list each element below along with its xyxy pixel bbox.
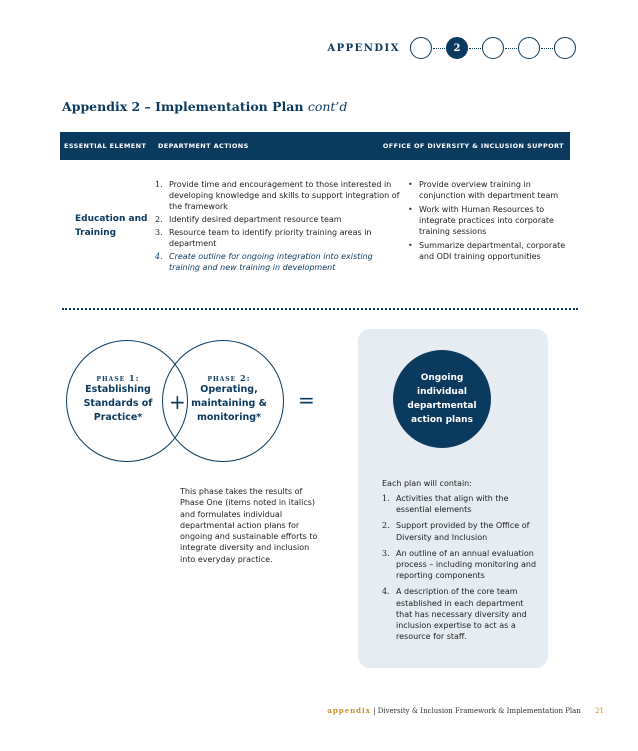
page-header [327,36,576,60]
column-header-element: ESSENTIAL ELEMENT [64,142,147,150]
section-divider [62,308,578,310]
phase1-content [78,373,158,425]
phase2-content [186,373,272,425]
list-text: Provide time and encouragement to those interested in developing knowledge and skills to support integration of the framework [169,180,400,211]
footer-appendix: appendix [327,706,371,715]
table-header [60,132,570,160]
action-plan-circle-text: Ongoing individual departmental action plans [407,373,477,425]
nav-circle-3[interactable] [482,37,504,59]
list-item [155,251,400,273]
list-number: 4. [382,587,390,597]
action-plan-circle [393,350,491,448]
list-text: A description of the core team established in each department that has necessary diversity and inclusion expertise to act as a resource for staff. [396,587,527,642]
plus-sign: + [169,390,186,414]
section-title-sub: cont’d [307,99,348,114]
list-item [382,548,542,582]
phase1-text: Establishing Standards of Practice* [83,384,153,423]
list-item [155,214,400,225]
nav-connector [541,47,553,49]
list-number: 3. [155,228,163,237]
list-item [155,179,400,212]
list-item [382,520,542,542]
list-item [382,586,542,642]
row-label-education: Education and Training [75,214,148,238]
list-text: Support provided by the Office of Diversity and Inclusion [396,521,530,542]
plan-contents-list [382,493,542,647]
appendix-label: APPENDIX [327,42,400,54]
page-footer [327,706,604,715]
nav-circle-1[interactable] [410,37,432,59]
department-actions-list [155,179,400,275]
section-title [62,99,347,114]
list-item: • Provide overview training in conjunction with department team [408,179,568,201]
phase2-text: Operating, maintaining & monitoring* [191,384,267,423]
nav-circle-5[interactable] [554,37,576,59]
list-text: Identify desired department resource team [169,215,342,224]
list-number: 4. [155,252,163,261]
list-number: 1. [155,180,163,189]
phase-description: This phase takes the results of Phase One (items noted in italics) and formulates individual departmental action plans for ongoing and sustainable efforts to integrate diversity and inclusion into everyday practice. [180,487,318,564]
nav-connector [469,47,481,49]
list-number: 2. [382,521,390,531]
page-number: 21 [595,707,604,715]
nav-circle-4[interactable] [518,37,540,59]
equals-sign: = [298,388,315,412]
list-text: Resource team to identify priority training areas in department [169,228,372,248]
appendix-navigation [410,37,576,59]
list-text: An outline of an annual evaluation process – including monitoring and reporting components [396,548,537,581]
phase2-label: phase 2: [207,373,251,383]
footer-title: Diversity & Inclusion Framework & Implementation Plan [377,707,581,715]
list-item: • Work with Human Resources to integrate practices into corporate training sessions [408,204,568,237]
phase1-label: phase 1: [96,373,140,383]
nav-circle-2-active[interactable]: 2 [446,37,468,59]
list-number: 3. [382,548,390,558]
list-item: • Summarize departmental, corporate and ODI training opportunities [408,240,568,262]
footer-separator: | [373,707,376,715]
section-title-main: Appendix 2 – Implementation Plan [62,99,304,114]
nav-connector [433,47,445,49]
list-text: Create outline for ongoing integration into existing training and new training in development [169,252,373,272]
nav-connector [505,47,517,49]
odi-support-list [408,179,568,265]
column-header-department: DEPARTMENT ACTIONS [158,142,249,150]
list-text: Activities that align with the essential elements [396,494,509,515]
list-number: 2. [155,215,163,224]
list-item [155,227,400,249]
column-header-odi: OFFICE OF DIVERSITY & INCLUSION SUPPORT [382,142,564,150]
plan-intro: Each plan will contain: [382,479,472,488]
list-number: 1. [382,494,390,503]
list-item [382,493,542,515]
